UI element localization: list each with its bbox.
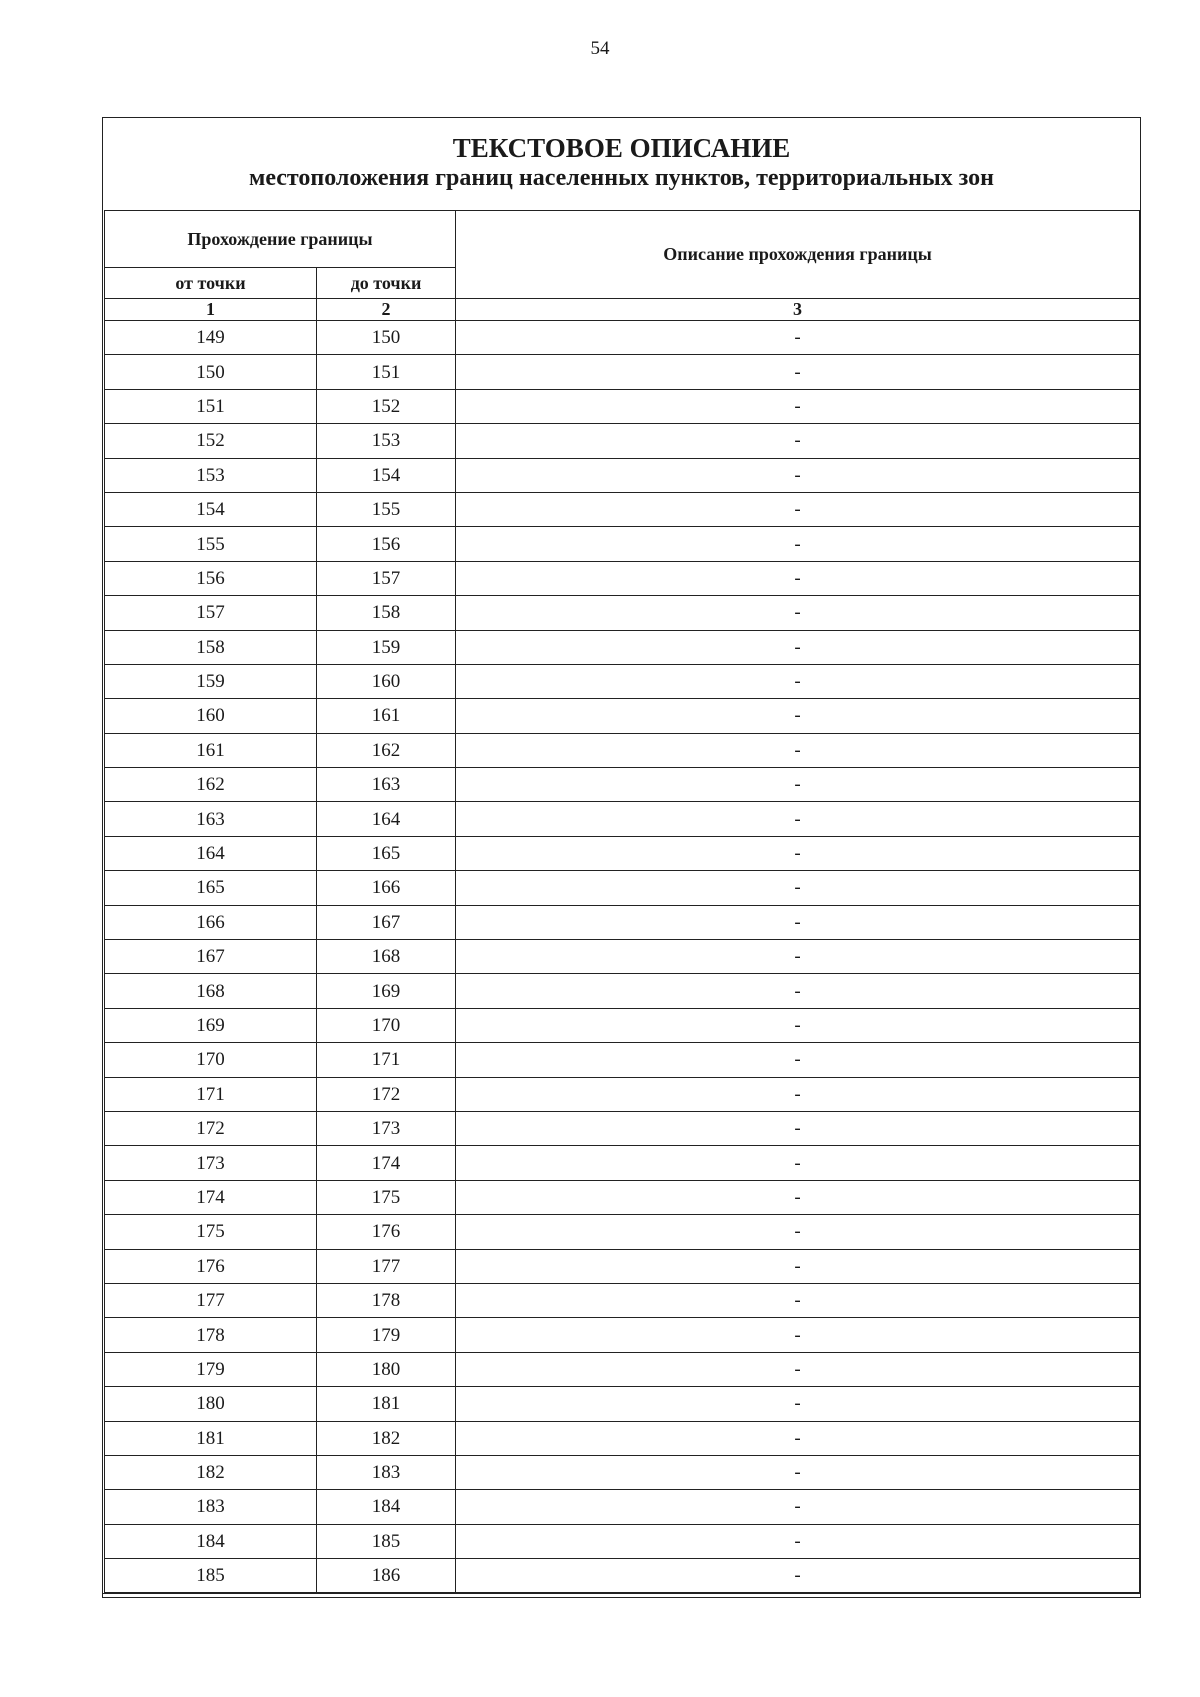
- cell-description: -: [456, 974, 1140, 1008]
- cell-description: -: [456, 389, 1140, 423]
- cell-to-point: 158: [317, 596, 456, 630]
- cell-description: -: [456, 1283, 1140, 1317]
- table-row: [105, 596, 1140, 630]
- cell-to-point: 168: [317, 940, 456, 974]
- cell-from-point: 157: [105, 596, 317, 630]
- table-row: [105, 1455, 1140, 1489]
- cell-description: -: [456, 733, 1140, 767]
- table-row: [105, 871, 1140, 905]
- cell-from-point: 154: [105, 492, 317, 526]
- table-row: [105, 905, 1140, 939]
- cell-description: -: [456, 1146, 1140, 1180]
- cell-from-point: 181: [105, 1421, 317, 1455]
- cell-to-point: 163: [317, 768, 456, 802]
- cell-from-point: 158: [105, 630, 317, 664]
- cell-description: -: [456, 321, 1140, 355]
- cell-description: -: [456, 596, 1140, 630]
- table-row: [105, 1043, 1140, 1077]
- cell-to-point: 175: [317, 1180, 456, 1214]
- frame-bottom-line: [102, 1593, 1141, 1594]
- table-row: [105, 1559, 1140, 1593]
- cell-from-point: 168: [105, 974, 317, 1008]
- cell-to-point: 159: [317, 630, 456, 664]
- cell-from-point: 160: [105, 699, 317, 733]
- cell-description: -: [456, 802, 1140, 836]
- cell-description: -: [456, 1421, 1140, 1455]
- table-row: [105, 1008, 1140, 1042]
- page-number: 54: [590, 38, 610, 59]
- cell-to-point: 156: [317, 527, 456, 561]
- document-title: ТЕКСТОВОЕ ОПИСАНИЕ: [452, 133, 791, 163]
- cell-description: -: [456, 1455, 1140, 1489]
- table-row: [105, 424, 1140, 458]
- cell-to-point: 164: [317, 802, 456, 836]
- cell-to-point: 183: [317, 1455, 456, 1489]
- cell-from-point: 174: [105, 1180, 317, 1214]
- cell-description: -: [456, 1077, 1140, 1111]
- table-row: [105, 664, 1140, 698]
- cell-from-point: 185: [105, 1559, 317, 1593]
- cell-to-point: 162: [317, 733, 456, 767]
- cell-from-point: 162: [105, 768, 317, 802]
- cell-from-point: 152: [105, 424, 317, 458]
- cell-from-point: 179: [105, 1352, 317, 1386]
- table-row: [105, 768, 1140, 802]
- column-number-1: 1: [105, 299, 317, 321]
- cell-from-point: 180: [105, 1387, 317, 1421]
- cell-from-point: 156: [105, 561, 317, 595]
- cell-to-point: 178: [317, 1283, 456, 1317]
- column-number-3: 3: [456, 299, 1140, 321]
- cell-description: -: [456, 1008, 1140, 1042]
- cell-from-point: 175: [105, 1215, 317, 1249]
- cell-to-point: 155: [317, 492, 456, 526]
- cell-description: -: [456, 355, 1140, 389]
- cell-description: -: [456, 1524, 1140, 1558]
- table-row: [105, 1146, 1140, 1180]
- cell-to-point: 179: [317, 1318, 456, 1352]
- cell-to-point: 180: [317, 1352, 456, 1386]
- cell-from-point: 172: [105, 1111, 317, 1145]
- cell-description: -: [456, 1387, 1140, 1421]
- cell-from-point: 184: [105, 1524, 317, 1558]
- cell-to-point: 166: [317, 871, 456, 905]
- cell-description: -: [456, 561, 1140, 595]
- cell-from-point: 178: [105, 1318, 317, 1352]
- cell-to-point: 173: [317, 1111, 456, 1145]
- cell-from-point: 151: [105, 389, 317, 423]
- cell-from-point: 159: [105, 664, 317, 698]
- table-row: [105, 1111, 1140, 1145]
- cell-to-point: 171: [317, 1043, 456, 1077]
- table-row: [105, 1215, 1140, 1249]
- cell-from-point: 161: [105, 733, 317, 767]
- document-subtitle: местоположения границ населенных пунктов, территориальных зон: [248, 165, 995, 191]
- cell-to-point: 160: [317, 664, 456, 698]
- table-row: [105, 561, 1140, 595]
- table-row: [105, 733, 1140, 767]
- table-row: [105, 321, 1140, 355]
- cell-to-point: 150: [317, 321, 456, 355]
- cell-description: -: [456, 871, 1140, 905]
- cell-from-point: 150: [105, 355, 317, 389]
- cell-from-point: 176: [105, 1249, 317, 1283]
- cell-to-point: 153: [317, 424, 456, 458]
- cell-from-point: 171: [105, 1077, 317, 1111]
- table-row: [105, 1180, 1140, 1214]
- table-row: [105, 458, 1140, 492]
- cell-to-point: 165: [317, 836, 456, 870]
- cell-description: -: [456, 1043, 1140, 1077]
- header-to-point: до точки: [317, 268, 456, 299]
- title-block: [102, 117, 1141, 211]
- cell-from-point: 155: [105, 527, 317, 561]
- boundary-table: [104, 210, 1140, 1593]
- cell-from-point: 183: [105, 1490, 317, 1524]
- cell-description: -: [456, 1111, 1140, 1145]
- table-row: [105, 974, 1140, 1008]
- header-from-point: от точки: [105, 268, 317, 299]
- cell-description: -: [456, 458, 1140, 492]
- table-row: [105, 389, 1140, 423]
- cell-to-point: 177: [317, 1249, 456, 1283]
- table-row: [105, 940, 1140, 974]
- table-row: [105, 527, 1140, 561]
- cell-to-point: 174: [317, 1146, 456, 1180]
- cell-description: -: [456, 905, 1140, 939]
- cell-description: -: [456, 630, 1140, 664]
- cell-from-point: 163: [105, 802, 317, 836]
- cell-description: -: [456, 768, 1140, 802]
- table-row: [105, 630, 1140, 664]
- cell-to-point: 186: [317, 1559, 456, 1593]
- cell-to-point: 184: [317, 1490, 456, 1524]
- cell-description: -: [456, 424, 1140, 458]
- cell-to-point: 185: [317, 1524, 456, 1558]
- cell-from-point: 173: [105, 1146, 317, 1180]
- cell-to-point: 176: [317, 1215, 456, 1249]
- cell-from-point: 149: [105, 321, 317, 355]
- cell-from-point: 182: [105, 1455, 317, 1489]
- table-row: [105, 1077, 1140, 1111]
- cell-description: -: [456, 1318, 1140, 1352]
- cell-description: -: [456, 1352, 1140, 1386]
- cell-from-point: 164: [105, 836, 317, 870]
- cell-from-point: 169: [105, 1008, 317, 1042]
- cell-description: -: [456, 1215, 1140, 1249]
- header-description: Описание прохождения границы: [456, 211, 1140, 299]
- column-number-2: 2: [317, 299, 456, 321]
- cell-to-point: 181: [317, 1387, 456, 1421]
- cell-description: -: [456, 699, 1140, 733]
- cell-description: -: [456, 664, 1140, 698]
- cell-to-point: 154: [317, 458, 456, 492]
- table-row: [105, 1387, 1140, 1421]
- cell-to-point: 161: [317, 699, 456, 733]
- cell-from-point: 177: [105, 1283, 317, 1317]
- table-row: [105, 1318, 1140, 1352]
- cell-to-point: 167: [317, 905, 456, 939]
- table-row: [105, 1283, 1140, 1317]
- cell-to-point: 152: [317, 389, 456, 423]
- cell-from-point: 167: [105, 940, 317, 974]
- table-row: [105, 1490, 1140, 1524]
- table-row: [105, 836, 1140, 870]
- cell-description: -: [456, 527, 1140, 561]
- table-row: [105, 492, 1140, 526]
- cell-to-point: 169: [317, 974, 456, 1008]
- table-row: [105, 699, 1140, 733]
- cell-to-point: 182: [317, 1421, 456, 1455]
- header-boundary-passage: Прохождение границы: [105, 211, 456, 268]
- cell-description: -: [456, 836, 1140, 870]
- table-row: [105, 1421, 1140, 1455]
- cell-from-point: 153: [105, 458, 317, 492]
- cell-from-point: 166: [105, 905, 317, 939]
- cell-description: -: [456, 1180, 1140, 1214]
- cell-from-point: 165: [105, 871, 317, 905]
- table-row: [105, 1524, 1140, 1558]
- cell-to-point: 157: [317, 561, 456, 595]
- table-row: [105, 1352, 1140, 1386]
- table-row: [105, 355, 1140, 389]
- cell-to-point: 151: [317, 355, 456, 389]
- cell-description: -: [456, 940, 1140, 974]
- cell-description: -: [456, 1249, 1140, 1283]
- cell-description: -: [456, 1490, 1140, 1524]
- cell-description: -: [456, 1559, 1140, 1593]
- cell-description: -: [456, 492, 1140, 526]
- table-row: [105, 802, 1140, 836]
- cell-from-point: 170: [105, 1043, 317, 1077]
- table-row: [105, 1249, 1140, 1283]
- table-body: [105, 321, 1140, 1593]
- cell-to-point: 170: [317, 1008, 456, 1042]
- cell-to-point: 172: [317, 1077, 456, 1111]
